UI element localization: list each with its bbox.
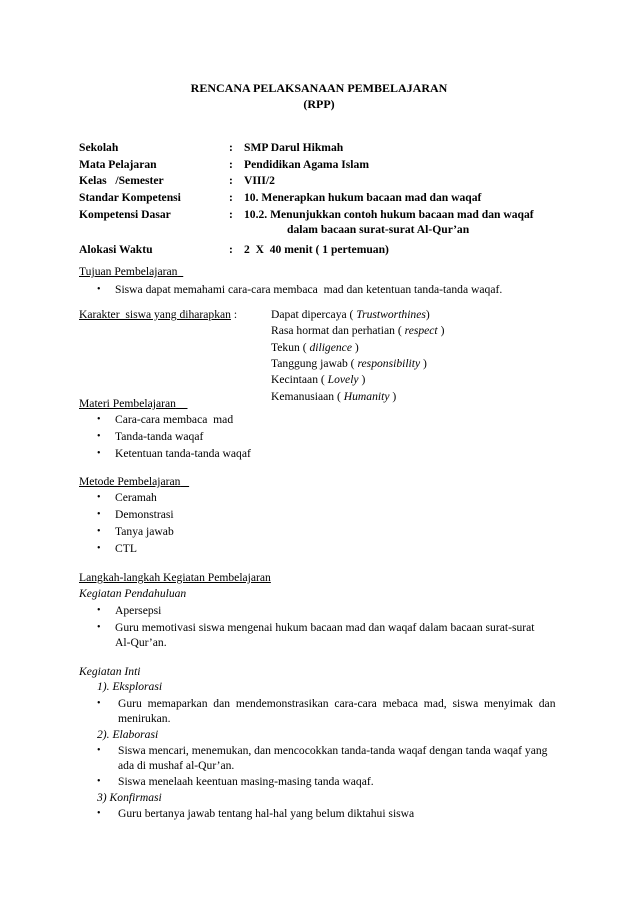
materi-item: Tanda-tanda waqaf: [115, 430, 204, 443]
elaborasi-item: Siswa mencari, menemukan, dan mencocokkan tanda-tanda waqaf dengan tanda waqaf yang: [118, 744, 548, 757]
pendahuluan-item: Guru memotivasi siswa mengenai hukum bacaan mad dan waqaf dalam bacaan surat-surat: [115, 621, 535, 634]
elaborasi-item: Siswa menelaah keentuan masing-masing tanda waqaf.: [118, 775, 374, 788]
info-label-kelas: Kelas /Semester: [79, 174, 164, 187]
bullet-icon: •: [97, 605, 101, 616]
subheading-pendahuluan: Kegiatan Pendahuluan: [79, 587, 187, 600]
materi-item: Cara-cara membaca mad: [115, 413, 234, 426]
pendahuluan-item: Apersepsi: [115, 604, 162, 617]
karakter-item: Rasa hormat dan perhatian ( respect ): [271, 324, 445, 337]
karakter-item: Dapat dipercaya ( Trustworthines): [271, 308, 430, 321]
info-label-waktu: Alokasi Waktu: [79, 243, 153, 256]
bullet-icon: •: [97, 431, 101, 442]
subheading-konfirmasi: 3) Konfirmasi: [97, 791, 162, 804]
eksplorasi-item-cont: menirukan.: [118, 712, 171, 725]
metode-item: Ceramah: [115, 491, 157, 504]
info-value-kd: 10.2. Menunjukkan contoh hukum bacaan mad dan waqaf: [244, 208, 534, 221]
bullet-icon: •: [97, 448, 101, 459]
info-value-kelas: VIII/2: [244, 174, 275, 187]
bullet-icon: •: [97, 284, 101, 295]
materi-item: Ketentuan tanda-tanda waqaf: [115, 447, 251, 460]
bullet-icon: •: [97, 698, 101, 709]
bullet-icon: •: [97, 492, 101, 503]
page-title: RENCANA PELAKSANAAN PEMBELAJARAN: [190, 81, 448, 95]
section-heading-tujuan: Tujuan Pembelajaran: [79, 265, 178, 278]
info-colon: :: [229, 174, 233, 187]
info-colon: :: [229, 191, 233, 204]
info-value-waktu: 2 X 40 menit ( 1 pertemuan): [244, 243, 389, 256]
info-value-sk: 10. Menerapkan hukum bacaan mad dan waqaf: [244, 191, 482, 204]
info-colon: :: [229, 158, 233, 171]
bullet-icon: •: [97, 808, 101, 819]
info-colon: :: [229, 243, 233, 256]
pendahuluan-item-cont: Al-Qur’an.: [115, 636, 167, 649]
info-value-mapel: Pendidikan Agama Islam: [244, 158, 369, 171]
page-subtitle: (RPP): [303, 97, 335, 111]
metode-item: Demonstrasi: [115, 508, 174, 521]
metode-item: Tanya jawab: [115, 525, 174, 538]
karakter-item: Kecintaan ( Lovely ): [271, 373, 366, 386]
bullet-icon: •: [97, 526, 101, 537]
metode-item: CTL: [115, 542, 137, 555]
info-value-sekolah: SMP Darul Hikmah: [244, 141, 344, 154]
bullet-icon: •: [97, 509, 101, 520]
info-label-sk: Standar Kompetensi: [79, 191, 181, 204]
konfirmasi-item: Guru bertanya jawab tentang hal-hal yang belum diktahui siswa: [118, 807, 415, 820]
info-label-mapel: Mata Pelajaran: [79, 158, 157, 171]
tujuan-item: Siswa dapat memahami cara-cara membaca mad dan ketentuan tanda-tanda waqaf.: [115, 283, 503, 296]
bullet-icon: •: [97, 543, 101, 554]
info-value-kd-cont: dalam bacaan surat-surat Al-Qur’an: [287, 223, 470, 236]
section-heading-langkah: Langkah-langkah Kegiatan Pembelajaran: [79, 571, 271, 584]
karakter-item: Tekun ( diligence ): [271, 341, 359, 354]
karakter-item: Tanggung jawab ( responsibility ): [271, 357, 427, 370]
elaborasi-item-cont: ada di mushaf al-Qur’an.: [118, 759, 235, 772]
eksplorasi-item: Guru memaparkan dan mendemonstrasikan cara-cara mebaca mad, siswa menyimak dan: [118, 697, 556, 710]
info-colon: :: [229, 208, 233, 221]
karakter-item: Kemanusiaan ( Humanity ): [271, 390, 397, 403]
info-label-kd: Kompetensi Dasar: [79, 208, 171, 221]
section-heading-karakter: Karakter siswa yang diharapkan :: [79, 308, 238, 321]
section-heading-materi: Materi Pembelajaran: [79, 397, 176, 410]
bullet-icon: •: [97, 776, 101, 787]
subheading-inti: Kegiatan Inti: [79, 665, 141, 678]
subheading-elaborasi: 2). Elaborasi: [97, 728, 159, 741]
section-heading-metode: Metode Pembelajaran: [79, 475, 181, 488]
info-colon: :: [229, 141, 233, 154]
bullet-icon: •: [97, 745, 101, 756]
subheading-eksplorasi: 1). Eksplorasi: [97, 680, 163, 693]
info-label-sekolah: Sekolah: [79, 141, 119, 154]
bullet-icon: •: [97, 414, 101, 425]
bullet-icon: •: [97, 622, 101, 633]
